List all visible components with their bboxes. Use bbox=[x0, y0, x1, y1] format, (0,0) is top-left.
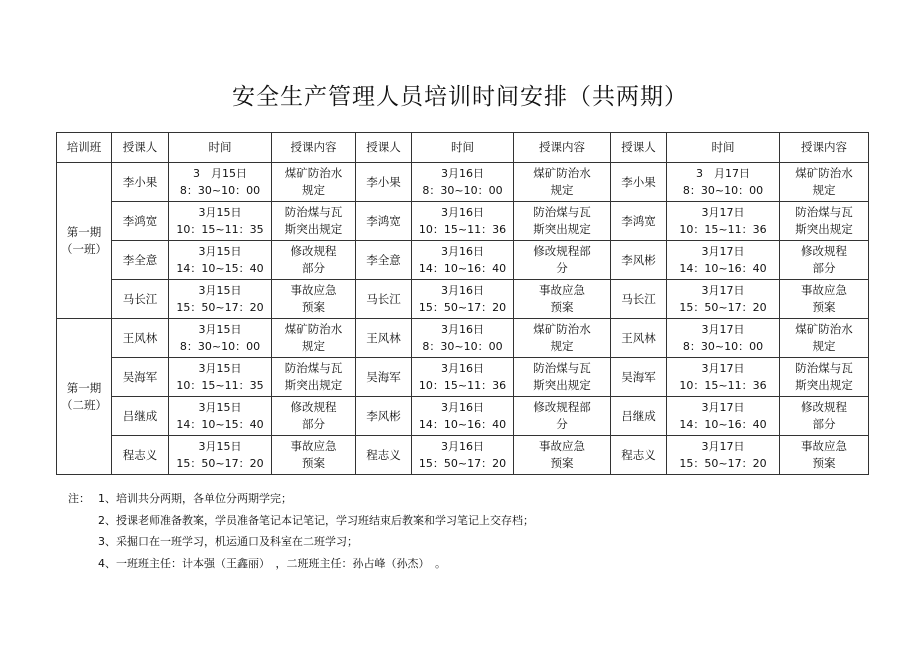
date-text: 3月17日 bbox=[701, 401, 745, 414]
header-time: 时间 bbox=[412, 133, 514, 163]
teacher-cell: 程志义 bbox=[112, 436, 169, 475]
content-cell bbox=[272, 280, 356, 319]
time-range-text: 8：30~10：00 bbox=[682, 340, 764, 353]
content-cell bbox=[780, 202, 869, 241]
content-line1: 修改规程 bbox=[801, 244, 847, 258]
note-text: 培训共分两期，各单位分两期学完； bbox=[116, 492, 292, 505]
note-text: 采掘口在一班学习，机运通口及科室在二班学习； bbox=[116, 535, 358, 548]
teacher-cell: 李鸿宽 bbox=[356, 202, 412, 241]
content-line2: 斯突出规定 bbox=[795, 378, 853, 392]
header-teacher: 授课人 bbox=[356, 133, 412, 163]
time-cell bbox=[169, 241, 272, 280]
content-line2: 预案 bbox=[302, 456, 325, 470]
time-range-text: 14：10~15：40 bbox=[176, 418, 264, 431]
time-cell bbox=[412, 358, 514, 397]
content-line2: 预案 bbox=[550, 456, 574, 470]
content-cell bbox=[780, 436, 869, 475]
note-number: 3、 bbox=[98, 535, 116, 548]
class-name-cell bbox=[57, 163, 112, 319]
content-line1: 修改规程部 bbox=[533, 400, 591, 414]
time-cell bbox=[667, 397, 780, 436]
date-text: 3月16日 bbox=[441, 440, 484, 453]
date-text: 3月17日 bbox=[701, 245, 745, 258]
content-cell bbox=[514, 397, 611, 436]
content-line1: 修改规程部 bbox=[533, 244, 591, 258]
time-cell bbox=[169, 202, 272, 241]
content-line1: 煤矿防治水 bbox=[795, 322, 853, 336]
content-line1: 防治煤与瓦 bbox=[795, 361, 853, 375]
content-cell bbox=[780, 241, 869, 280]
class-subname: （二班） bbox=[61, 397, 107, 412]
date-text: 3月17日 bbox=[701, 206, 745, 219]
content-line1: 修改规程 bbox=[801, 400, 847, 414]
content-line2: 分 bbox=[556, 261, 568, 275]
content-cell bbox=[272, 163, 356, 202]
time-range-text: 8：30~10：00 bbox=[422, 340, 503, 353]
teacher-cell: 马长江 bbox=[611, 280, 667, 319]
time-range-text: 14：10~16：40 bbox=[418, 418, 507, 431]
class-name: 第一期 bbox=[66, 224, 102, 239]
note-line bbox=[68, 488, 868, 510]
teacher-cell: 李风彬 bbox=[611, 241, 667, 280]
date-text: 3月16日 bbox=[441, 401, 484, 414]
content-line1: 防治煤与瓦 bbox=[284, 205, 343, 219]
content-line1: 事故应急 bbox=[290, 439, 337, 453]
content-cell bbox=[514, 202, 611, 241]
content-line2: 预案 bbox=[812, 456, 836, 470]
time-cell bbox=[412, 241, 514, 280]
time-range-text: 15：50~17：20 bbox=[679, 301, 767, 314]
table-row bbox=[57, 241, 869, 280]
teacher-cell: 马长江 bbox=[356, 280, 412, 319]
content-line1: 事故应急 bbox=[539, 283, 585, 297]
teacher-cell: 程志义 bbox=[611, 436, 667, 475]
note-line bbox=[68, 553, 868, 575]
time-cell bbox=[412, 202, 514, 241]
teacher-cell: 李小果 bbox=[611, 163, 667, 202]
content-line1: 事故应急 bbox=[539, 439, 585, 453]
content-line1: 防治煤与瓦 bbox=[533, 205, 591, 219]
date-text: 3月17日 bbox=[701, 440, 745, 453]
content-line2: 斯突出规定 bbox=[284, 222, 343, 236]
header-teacher: 授课人 bbox=[611, 133, 667, 163]
content-line2: 规定 bbox=[812, 339, 836, 353]
content-line2: 斯突出规定 bbox=[284, 378, 343, 392]
content-line1: 防治煤与瓦 bbox=[533, 361, 591, 375]
time-cell bbox=[667, 163, 780, 202]
time-range-text: 14：10~15：40 bbox=[176, 262, 264, 275]
content-line2: 预案 bbox=[302, 300, 325, 314]
time-range-text: 10：15~11：36 bbox=[679, 223, 767, 236]
date-text: 3月15日 bbox=[198, 206, 242, 219]
content-line1: 事故应急 bbox=[290, 283, 337, 297]
time-cell bbox=[667, 241, 780, 280]
content-line2: 规定 bbox=[302, 339, 325, 353]
class-name-cell bbox=[57, 319, 112, 475]
content-line2: 斯突出规定 bbox=[533, 378, 591, 392]
teacher-cell: 李小果 bbox=[112, 163, 169, 202]
header-content: 授课内容 bbox=[272, 133, 356, 163]
table-row bbox=[57, 397, 869, 436]
time-cell bbox=[169, 319, 272, 358]
header-row bbox=[57, 133, 869, 163]
note-text: 授课老师准备教案，学员准备笔记本记笔记，学习班结束后教案和学习笔记上交存档； bbox=[116, 513, 534, 527]
date-text: 3月16日 bbox=[441, 362, 484, 375]
date-text: 3月17日 bbox=[701, 284, 745, 297]
page-title: 安全生产管理人员培训时间安排（共两期） bbox=[232, 84, 688, 110]
time-cell bbox=[412, 397, 514, 436]
date-text: 3月15日 bbox=[198, 362, 242, 375]
content-line1: 防治煤与瓦 bbox=[284, 361, 343, 375]
class-subname: （一班） bbox=[61, 241, 107, 256]
header-time: 时间 bbox=[169, 133, 272, 163]
date-text: 3月15日 bbox=[198, 440, 242, 453]
content-cell bbox=[272, 397, 356, 436]
time-range-text: 15：50~17：20 bbox=[418, 457, 507, 470]
teacher-cell: 程志义 bbox=[356, 436, 412, 475]
teacher-cell: 李全意 bbox=[356, 241, 412, 280]
content-line1: 防治煤与瓦 bbox=[795, 205, 853, 219]
content-line2: 部分 bbox=[812, 261, 836, 275]
content-line1: 煤矿防治水 bbox=[795, 166, 853, 180]
date-text: 3月16日 bbox=[441, 323, 484, 336]
time-range-text: 15：50~17：20 bbox=[418, 301, 507, 314]
time-range-text: 8：30~10：00 bbox=[682, 184, 764, 197]
content-line1: 事故应急 bbox=[801, 439, 847, 453]
time-cell bbox=[169, 397, 272, 436]
teacher-cell: 王风林 bbox=[112, 319, 169, 358]
teacher-cell: 马长江 bbox=[112, 280, 169, 319]
date-text: 3月17日 bbox=[701, 362, 745, 375]
note-number: 4、 bbox=[98, 556, 116, 570]
content-line2: 预案 bbox=[812, 300, 836, 314]
header-content: 授课内容 bbox=[514, 133, 611, 163]
time-cell bbox=[412, 280, 514, 319]
content-line2: 部分 bbox=[302, 417, 325, 431]
content-cell bbox=[272, 202, 356, 241]
content-cell bbox=[780, 319, 869, 358]
date-text: 3月15日 bbox=[198, 323, 242, 336]
content-line1: 煤矿防治水 bbox=[284, 166, 343, 180]
teacher-cell: 李鸿宽 bbox=[611, 202, 667, 241]
date-text: 3月16日 bbox=[441, 245, 484, 258]
time-range-text: 15：50~17：20 bbox=[176, 301, 264, 314]
time-cell bbox=[412, 436, 514, 475]
content-line2: 部分 bbox=[812, 417, 836, 431]
content-line1: 修改规程 bbox=[290, 244, 337, 258]
teacher-cell: 李小果 bbox=[356, 163, 412, 202]
time-cell bbox=[169, 358, 272, 397]
table-row bbox=[57, 163, 869, 202]
content-line2: 部分 bbox=[302, 261, 325, 275]
content-cell bbox=[514, 163, 611, 202]
content-line2: 分 bbox=[556, 417, 568, 431]
note-line bbox=[68, 531, 868, 553]
training-schedule-table bbox=[56, 132, 869, 475]
teacher-cell: 吴海军 bbox=[112, 358, 169, 397]
date-text: 3 月15日 bbox=[193, 167, 247, 180]
time-range-text: 8：30~10：00 bbox=[179, 184, 261, 197]
content-line1: 事故应急 bbox=[801, 283, 847, 297]
content-cell bbox=[514, 319, 611, 358]
teacher-cell: 吕继成 bbox=[112, 397, 169, 436]
note-number: 1、 bbox=[98, 492, 116, 505]
teacher-cell: 李鸿宽 bbox=[112, 202, 169, 241]
teacher-cell: 李风彬 bbox=[356, 397, 412, 436]
time-range-text: 14：10~16：40 bbox=[679, 262, 767, 275]
content-line2: 规定 bbox=[550, 183, 574, 197]
time-range-text: 8：30~10：00 bbox=[179, 340, 261, 353]
content-cell bbox=[780, 397, 869, 436]
time-range-text: 10：15~11：36 bbox=[679, 379, 767, 392]
header-teacher: 授课人 bbox=[112, 133, 169, 163]
content-cell bbox=[780, 358, 869, 397]
time-range-text: 10：15~11：36 bbox=[418, 379, 507, 392]
time-range-text: 14：10~16：40 bbox=[679, 418, 767, 431]
time-cell bbox=[169, 436, 272, 475]
header-content: 授课内容 bbox=[780, 133, 869, 163]
content-line2: 规定 bbox=[302, 183, 325, 197]
header-class: 培训班 bbox=[57, 133, 112, 163]
content-cell bbox=[780, 280, 869, 319]
time-range-text: 10：15~11：35 bbox=[176, 223, 264, 236]
date-text: 3月15日 bbox=[198, 245, 242, 258]
teacher-cell: 吴海军 bbox=[611, 358, 667, 397]
teacher-cell: 李全意 bbox=[112, 241, 169, 280]
content-line2: 斯突出规定 bbox=[795, 222, 853, 236]
time-range-text: 10：15~11：36 bbox=[418, 223, 507, 236]
content-line1: 修改规程 bbox=[290, 400, 337, 414]
time-cell bbox=[412, 163, 514, 202]
content-cell bbox=[272, 436, 356, 475]
date-text: 3月17日 bbox=[701, 323, 745, 336]
time-range-text: 15：50~17：20 bbox=[679, 457, 767, 470]
table-row bbox=[57, 280, 869, 319]
content-cell bbox=[514, 436, 611, 475]
content-line2: 斯突出规定 bbox=[533, 222, 591, 236]
time-cell bbox=[667, 280, 780, 319]
note-prefix: 注： bbox=[68, 492, 90, 505]
content-line1: 煤矿防治水 bbox=[284, 322, 343, 336]
content-cell bbox=[272, 358, 356, 397]
teacher-cell: 吕继成 bbox=[611, 397, 667, 436]
date-text: 3 月17日 bbox=[696, 167, 750, 180]
date-text: 3月16日 bbox=[441, 206, 484, 219]
note-number: 2、 bbox=[98, 513, 116, 527]
time-range-text: 14：10~16：40 bbox=[418, 262, 507, 275]
content-line2: 预案 bbox=[550, 300, 574, 314]
date-text: 3月15日 bbox=[198, 284, 242, 297]
content-line2: 规定 bbox=[812, 183, 836, 197]
time-cell bbox=[667, 319, 780, 358]
date-text: 3月15日 bbox=[198, 401, 242, 414]
time-cell bbox=[667, 436, 780, 475]
time-cell bbox=[169, 280, 272, 319]
time-cell bbox=[412, 319, 514, 358]
teacher-cell: 吴海军 bbox=[356, 358, 412, 397]
content-line1: 煤矿防治水 bbox=[533, 166, 591, 180]
header-time: 时间 bbox=[667, 133, 780, 163]
time-range-text: 15：50~17：20 bbox=[176, 457, 264, 470]
time-cell bbox=[169, 163, 272, 202]
content-cell bbox=[272, 319, 356, 358]
time-range-text: 10：15~11：35 bbox=[176, 379, 264, 392]
table-row bbox=[57, 358, 869, 397]
content-cell bbox=[272, 241, 356, 280]
notes bbox=[68, 488, 868, 574]
note-text: 一班班主任：计本强（王鑫丽） ，二班班主任：孙占峰（孙杰） 。 bbox=[116, 556, 446, 570]
time-range-text: 8：30~10：00 bbox=[422, 184, 503, 197]
table-row bbox=[57, 436, 869, 475]
content-cell bbox=[514, 241, 611, 280]
content-cell bbox=[514, 280, 611, 319]
teacher-cell: 王风林 bbox=[611, 319, 667, 358]
class-name: 第一期 bbox=[66, 380, 102, 395]
content-cell bbox=[780, 163, 869, 202]
date-text: 3月16日 bbox=[441, 167, 484, 180]
time-cell bbox=[667, 202, 780, 241]
table-row bbox=[57, 319, 869, 358]
content-line1: 煤矿防治水 bbox=[533, 322, 591, 336]
note-line bbox=[68, 510, 868, 532]
content-cell bbox=[514, 358, 611, 397]
table-row bbox=[57, 202, 869, 241]
date-text: 3月16日 bbox=[441, 284, 484, 297]
teacher-cell: 王风林 bbox=[356, 319, 412, 358]
time-cell bbox=[667, 358, 780, 397]
content-line2: 规定 bbox=[550, 339, 574, 353]
